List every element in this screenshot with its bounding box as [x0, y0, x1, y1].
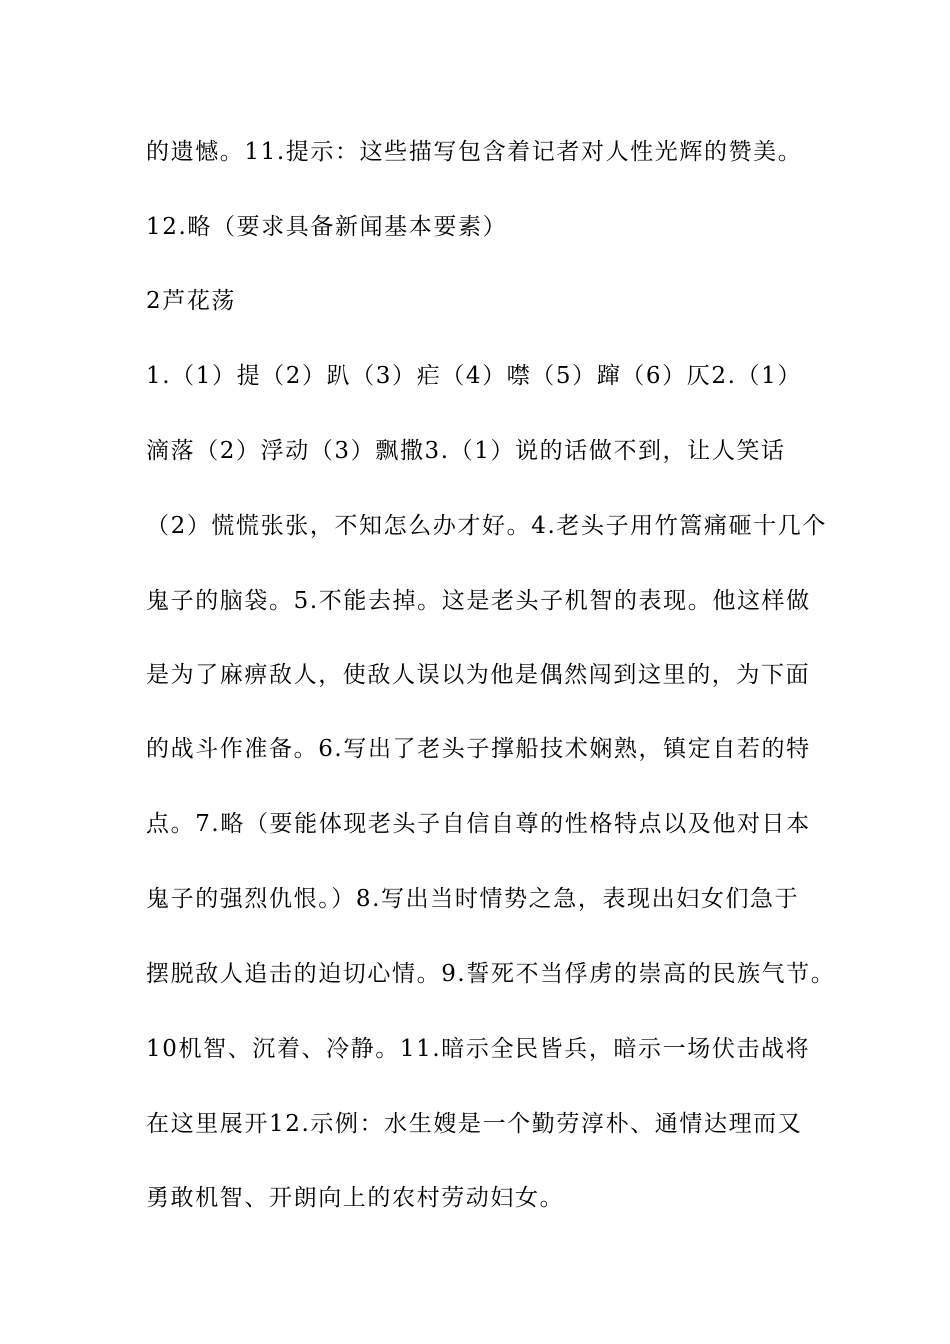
text-line-8: 是为了麻痹敌人，使敌人误以为他是偶然闯到这里的，为下面: [146, 662, 811, 688]
text-line-13: 10机智、沉着、冷静。11.暗示全民皆兵，暗示一场伏击战将: [146, 1036, 811, 1062]
text-line-15: 勇敢机智、开朗向上的农村劳动妇女。: [146, 1185, 565, 1211]
text-line-2: 12.略（要求具备新闻基本要素）: [146, 214, 508, 240]
text-line-1: 的遗憾。11.提示：这些描写包含着记者对人性光辉的赞美。: [146, 139, 803, 165]
text-line-3: 2芦花荡: [146, 288, 237, 314]
text-line-5: 滴落（2）浮动（3）飘撒3.（1）说的话做不到，让人笑话: [146, 438, 786, 464]
text-line-10: 点。7.略（要能体现老头子自信自尊的性格特点以及他对日本: [146, 811, 811, 837]
text-line-9: 的战斗作准备。6.写出了老头子撑船技术娴熟，镇定自若的特: [146, 736, 811, 762]
text-line-7: 鬼子的脑袋。5.不能去掉。这是老头子机智的表现。他这样做: [146, 588, 811, 614]
text-line-12: 摆脱敌人追击的迫切心情。9.誓死不当俘虏的崇高的民族气节。: [146, 961, 836, 987]
text-line-4: 1.（1）提（2）趴（3）疟（4）噤（5）蹿（6）仄2.（1）: [146, 363, 802, 389]
text-line-14: 在这里展开12.示例：水生嫂是一个勤劳淳朴、通情达理而又: [146, 1111, 803, 1137]
text-line-6: （2）慌慌张张，不知怎么办才好。4.老头子用竹篙痛砸十几个: [146, 513, 827, 539]
text-line-11: 鬼子的强烈仇恨。）8.写出当时情势之急，表现出妇女们急于: [146, 886, 800, 912]
